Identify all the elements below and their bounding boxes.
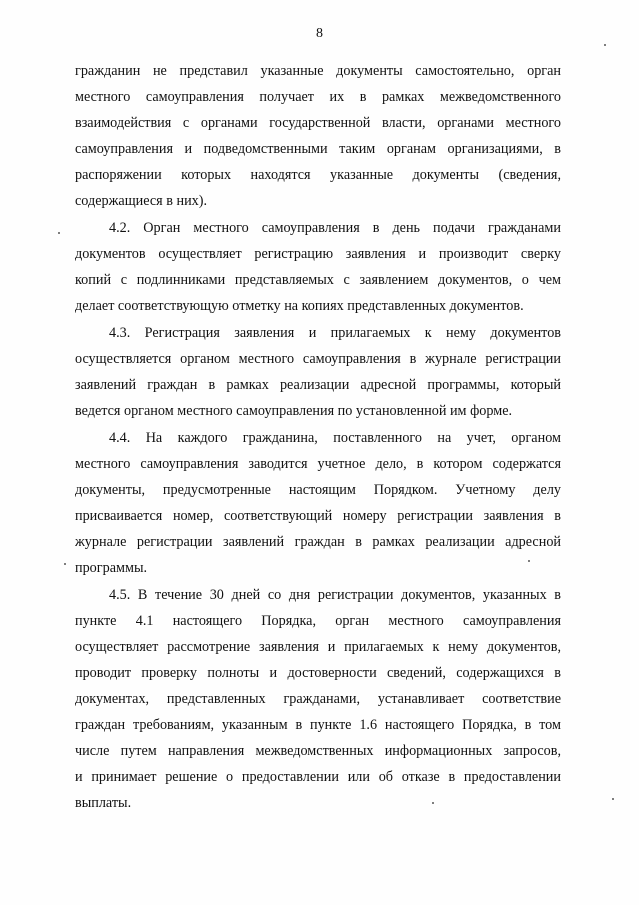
text-line: граждан требованиям, указанным в пункте 1.6 настоящего Порядка, в том [75,717,561,733]
text-line: числе путем направления межведомственных информационных запросов, [75,743,561,759]
text-line: осуществляется органом местного самоуправления в журнале регистрации [75,351,561,367]
text-line: 4.5. В течение 30 дней со дня регистрации документов, указанных в [109,587,561,603]
paragraph-4-3 [75,320,561,424]
text-line: пункте 4.1 настоящего Порядка, орган местного самоуправления [75,613,561,629]
paragraph-4-5 [75,582,561,816]
text-line: копий с подлинниками представляемых с заявлением документов, о чем [75,272,561,288]
text-line: документах, представленных гражданами, устанавливает соответствие [75,691,561,707]
text-line: и принимает решение о предоставлении или об отказе в предоставлении [75,769,561,785]
text-line: 4.3. Регистрация заявления и прилагаемых к нему документов [109,325,561,341]
text-line: осуществляет рассмотрение заявления и прилагаемых к нему документов, [75,639,561,655]
text-line: местного самоуправления получает их в рамках межведомственного [75,89,561,105]
scan-speck [528,560,530,562]
paragraph-continuation [75,58,561,214]
text-line: присваивается номер, соответствующий номеру регистрации заявления в [75,508,561,524]
text-line: документы, предусмотренные настоящим Порядком. Учетному делу [75,482,561,498]
scan-speck [432,802,434,804]
text-line: программы. [75,560,148,576]
scan-speck [64,563,66,565]
text-line: журнале регистрации заявлений граждан в рамках реализации адресной [75,534,561,550]
paragraph-4-4 [75,425,561,581]
text-line: распоряжении которых находятся указанные документы (сведения, [75,167,561,183]
text-line: содержащиеся в них). [75,193,208,209]
text-line: 4.4. На каждого гражданина, поставленного на учет, органом [109,430,561,446]
text-line: документов осуществляет регистрацию заявления и производит сверку [75,246,561,262]
paragraph-4-2 [75,215,561,319]
scan-speck [604,44,606,46]
text-line: гражданин не представил указанные документы самостоятельно, орган [75,63,561,79]
document-body [75,58,561,816]
text-line: 4.2. Орган местного самоуправления в день подачи гражданами [109,220,561,236]
text-line: делает соответствующую отметку на копиях представленных документов. [75,298,524,314]
page-number: 8 [316,26,323,41]
text-line: заявлений граждан в рамках реализации адресной программы, который [75,377,561,393]
text-line: выплаты. [75,795,132,811]
scan-speck [612,798,614,800]
text-line: самоуправления и подведомственными таким органам организациями, в [75,141,561,157]
text-line: местного самоуправления заводится учетное дело, в котором содержатся [75,456,561,472]
text-line: проводит проверку полноты и достоверности сведений, содержащихся в [75,665,561,681]
text-line: взаимодействия с органами государственной власти, органами местного [75,115,561,131]
text-line: ведется органом местного самоуправления по установленной им форме. [75,403,513,419]
scan-speck [58,232,60,234]
